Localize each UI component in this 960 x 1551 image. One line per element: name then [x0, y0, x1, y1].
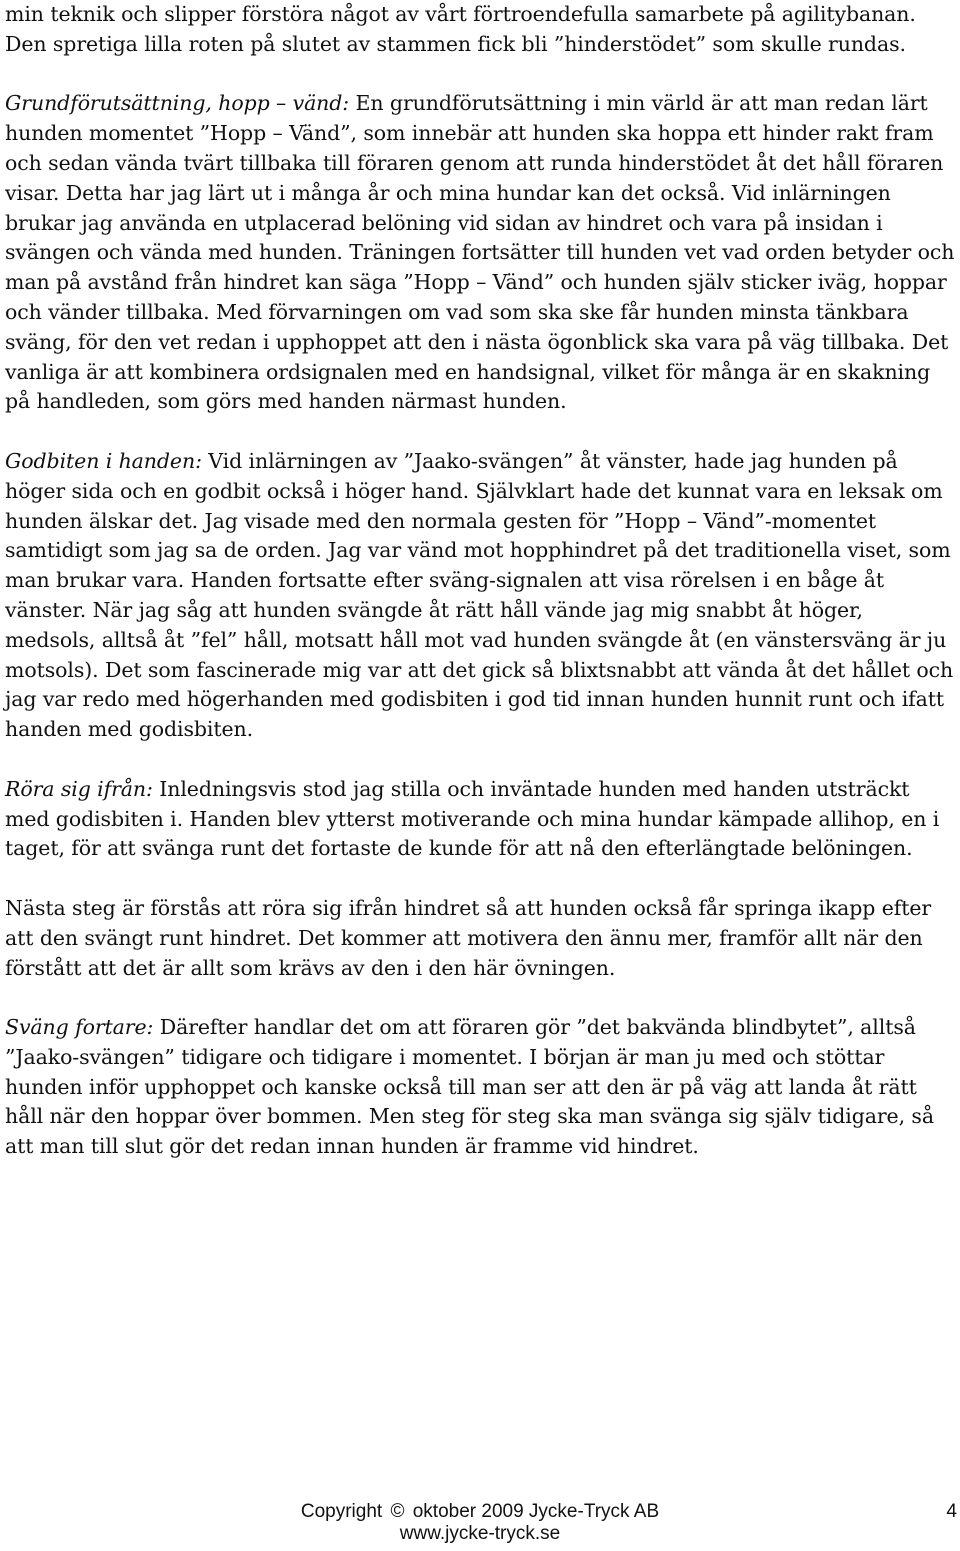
paragraph-lead: Sväng fortare: [5, 1015, 154, 1040]
paragraph-3 [5, 447, 955, 745]
document-body [5, 0, 955, 1192]
paragraph-2 [5, 89, 955, 417]
paragraph-text: Vid inlärningen av ”Jaako-svängen” åt vänster, hade jag hunden på höger sida och en godbit också i höger hand. Självklart hade det kunnat vara en leksak om hunden älskar det. Jag visade med den normala gesten för ”Hopp – Vänd”-momentet samtidigt som jag sa de orden. Jag var vänd mot hopphindret på det traditionella viset, som man brukar vara. Handen fortsatte efter sväng-signalen att visa rörelsen i en båge åt vänster. När jag såg att hunden svängde åt rätt håll vände jag mig snabbt åt höger, medsols, alltså åt ”fel” håll, motsatt håll mot vad hunden svängde åt (en vänstersväng är ju motsols). Det som fascinerade mig var att det gick så blixtsnabbt att vända åt det hållet och jag var redo med högerhanden med godisbiten i god tid innan hunden hunnit runt och ifatt handen med godisbiten. [5, 448, 954, 742]
copyright-line [0, 1500, 960, 1524]
paragraph-4 [5, 775, 955, 864]
website-link[interactable]: www.jycke-tryck.se [399, 1523, 561, 1544]
paragraph-lead: Grundförutsättning, hopp – vänd: [5, 91, 350, 116]
paragraph-lead: Röra sig ifrån: [5, 776, 153, 801]
page-number: 4 [946, 1501, 957, 1522]
paragraph-1 [5, 0, 955, 60]
copyright-label: Copyright [300, 1501, 383, 1522]
copyright-icon: © [390, 1501, 405, 1522]
paragraph-lead: Godbiten i handen: [5, 448, 202, 473]
paragraph-6 [5, 1013, 955, 1162]
paragraph-text: Därefter handlar det om att föraren gör ”det bakvända blindbytet”, alltså ”Jaako-svängen” tidigare och tidigare i momentet. I början är man ju med och stöttar hunden inför upphoppet och kanske också till man ser att den är på väg att landa åt rätt håll när den hoppar över bommen. Men steg för steg ska man svänga sig själv tidigare, så att man till slut gör det redan innan hunden är framme vid hindret. [5, 1015, 934, 1159]
copyright-text: oktober 2009 Jycke-Tryck AB [412, 1501, 660, 1522]
paragraph-text: min teknik och slipper förstöra något av vårt förtroendefulla samarbete på agilitybanan. Den spretiga lilla roten på slutet av stammen fick bli ”hinderstödet” som skulle rundas. [5, 2, 916, 56]
paragraph-text: Nästa steg är förstås att röra sig ifrån hindret så att hunden också får springa ikapp efter att den svängt runt hindret. Det kommer att motivera den ännu mer, framför allt när den förstått att det är allt som krävs av den i den här övningen. [5, 895, 932, 980]
paragraph-text: Inledningsvis stod jag stilla och inväntade hunden med handen utsträckt med godisbiten i. Handen blev ytterst motiverande och mina hundar kämpade allihop, en i taget, för att svänga runt det fortaste de kunde för att nå den efterlängtade belöningen. [5, 776, 940, 861]
paragraph-text: En grundförutsättning i min värld är att man redan lärt hunden momentet ”Hopp – Vänd”, som innebär att hunden ska hoppa ett hinder rakt fram och sedan vända tvärt tillbaka till föraren genom att runda hinderstödet åt det håll föraren visar. Detta har jag lärt ut i många år och mina hundar kan det också. Vid inlärningen brukar jag använda en utplacerad belöning vid sidan av hindret och vara på insidan i svängen och vända med hunden. Träningen fortsätter till hunden vet vad orden betyder och man på avstånd från hindret kan säga ”Hopp – Vänd” och hunden själv sticker iväg, hoppar och vänder tillbaka. Med förvarningen om vad som ska ske får hunden minsta tänkbara sväng, för den vet redan i upphoppet att den i nästa ögonblick ska vara på väg tillbaka. Det vanliga är att kombinera ordsignalen med en handsignal, vilket för många är en skakning på handleden, som görs med handen närmast hunden. [5, 91, 955, 414]
paragraph-5 [5, 894, 955, 983]
